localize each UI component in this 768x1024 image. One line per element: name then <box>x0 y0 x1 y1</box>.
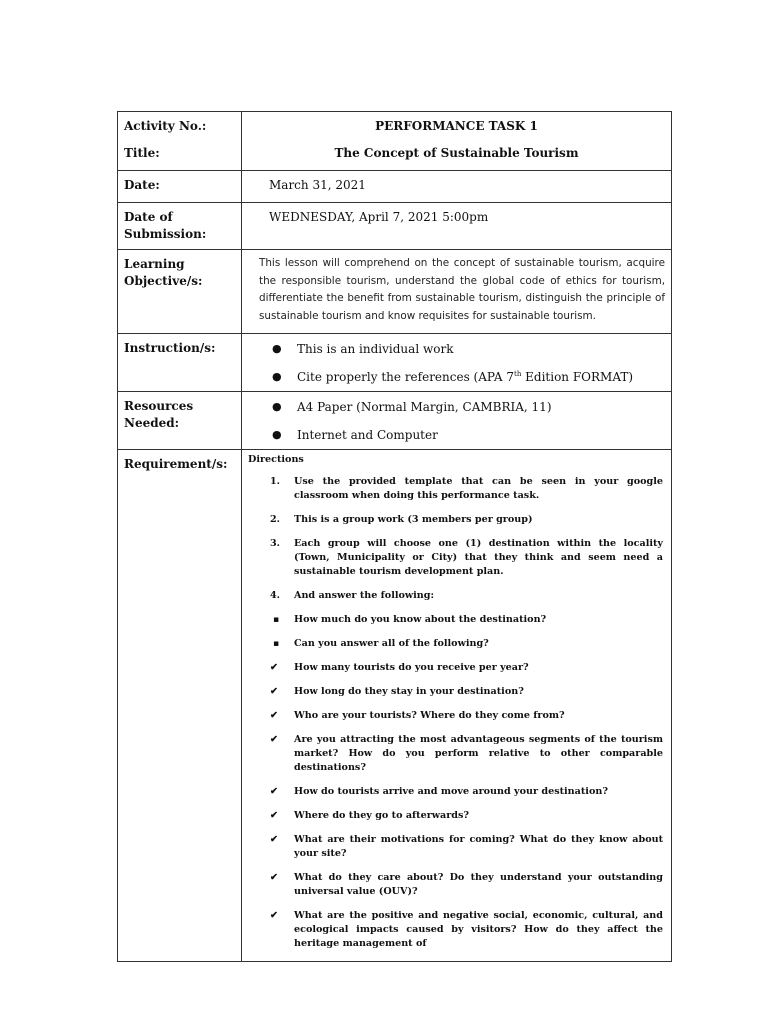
list-item: ● A4 Paper (Normal Margin, CAMBRIA, 11) <box>272 400 552 414</box>
step-number: 1. <box>270 476 281 487</box>
step-text: Can you answer all of the following? <box>294 638 489 649</box>
list-item <box>248 709 663 723</box>
checkmark-icon: ✔ <box>270 686 279 697</box>
activity-title-labels <box>118 112 242 171</box>
directions-heading: Directions <box>248 454 304 465</box>
resources-label-cell <box>118 392 242 450</box>
activity-title-row <box>118 112 672 171</box>
submission-value: WEDNESDAY, April 7, 2021 5:00pm <box>242 203 672 250</box>
step-number: 2. <box>270 514 281 525</box>
objective-row <box>118 250 672 334</box>
date-row <box>118 171 672 203</box>
checkmark-icon: ✔ <box>270 786 279 797</box>
instructions-label: Instruction/s: <box>124 341 216 355</box>
list-item <box>248 537 663 579</box>
instructions-row <box>118 334 672 392</box>
list-item <box>248 785 663 799</box>
list-item <box>248 637 663 651</box>
step-text: And answer the following: <box>294 590 435 601</box>
list-item <box>248 513 663 527</box>
requirements-row <box>118 450 672 962</box>
submission-label-cell <box>118 203 242 250</box>
checkmark-icon: ✔ <box>270 910 279 921</box>
step-text: How many tourists do you receive per year? <box>294 662 529 673</box>
list-item <box>248 613 663 627</box>
checkmark-icon: ✔ <box>270 834 279 845</box>
list-item <box>248 733 663 775</box>
title-label: Title: <box>124 146 160 160</box>
step-text: What are their motivations for coming? What do they know about your site? <box>294 834 663 859</box>
date-value: March 31, 2021 <box>242 171 672 203</box>
checkmark-icon: ✔ <box>270 710 279 721</box>
date-label-cell <box>118 171 242 203</box>
activity-label: Activity No.: <box>124 119 207 133</box>
checkmark-icon: ✔ <box>270 662 279 673</box>
checkmark-icon: ✔ <box>270 810 279 821</box>
list-item <box>248 685 663 699</box>
step-text: Are you attracting the most advantageous segments of the tourism market? How do you perform relative to other comparable destinations? <box>294 734 663 773</box>
checkmark-icon: ✔ <box>270 872 279 883</box>
resources-label: Resources Needed: <box>124 399 194 430</box>
step-text: This is a group work (3 members per group) <box>294 514 533 525</box>
resources-list <box>242 392 671 449</box>
list-item <box>248 475 663 503</box>
objective-label-1: Learning <box>124 257 185 271</box>
activity-value: PERFORMANCE TASK 1 <box>375 119 538 133</box>
step-text: What do they care about? Do they understand your outstanding universal value (OUV)? <box>294 872 663 897</box>
step-text: Where do they go to afterwards? <box>294 810 470 821</box>
bullet-icon: ● <box>272 370 282 383</box>
objective-label-cell <box>118 250 242 334</box>
list-item <box>248 661 663 675</box>
objective-label-2: Objective/s: <box>124 274 203 288</box>
list-item: ● This is an individual work <box>272 342 454 356</box>
list-item: ● Internet and Computer <box>272 428 438 442</box>
date-label: Date: <box>124 178 160 192</box>
submission-label-2: Submission: <box>124 227 207 241</box>
resources-list-cell <box>242 392 672 450</box>
step-number: 4. <box>270 590 281 601</box>
step-text: How much do you know about the destination? <box>294 614 547 625</box>
instructions-label-cell <box>118 334 242 392</box>
instructions-list-cell <box>242 334 672 392</box>
list-item <box>248 909 663 951</box>
title-value: The Concept of Sustainable Tourism <box>334 146 579 160</box>
step-number: 3. <box>270 538 281 549</box>
list-item <box>248 871 663 899</box>
requirements-label: Requirement/s: <box>124 457 228 471</box>
checkmark-icon: ✔ <box>270 734 279 745</box>
step-text: How do tourists arrive and move around your destination? <box>294 786 608 797</box>
list-item: ● Cite properly the references (APA 7th Edition FORMAT) <box>272 370 634 384</box>
step-text: Use the provided template that can be seen in your google classroom when doing this performance task. <box>294 476 663 501</box>
list-item <box>248 833 663 861</box>
bullet-icon: ● <box>272 400 282 413</box>
step-text: Each group will choose one (1) destination within the locality (Town, Municipality or City) that they think and seem need a sustainable tourism development plan. <box>294 538 663 577</box>
activity-title-values <box>242 112 672 171</box>
square-bullet-icon: ▪ <box>273 639 280 649</box>
step-text: Who are your tourists? Where do they come from? <box>294 710 565 721</box>
performance-task-table <box>117 111 672 962</box>
directions-list <box>248 475 663 951</box>
requirements-cell <box>242 450 672 962</box>
square-bullet-icon: ▪ <box>273 615 280 625</box>
step-text: What are the positive and negative social, economic, cultural, and ecological impacts caused by visitors? How do they affect the heritage management of <box>294 910 663 949</box>
requirements-label-cell <box>118 450 242 962</box>
bullet-icon: ● <box>272 428 282 441</box>
submission-row <box>118 203 672 250</box>
step-text: How long do they stay in your destination? <box>294 686 524 697</box>
bullet-icon: ● <box>272 342 282 355</box>
instructions-list <box>242 334 671 391</box>
list-item <box>248 589 663 603</box>
objective-value: This lesson will comprehend on the concept of sustainable tourism, acquire the responsible tourism, understand the global code of ethics for tourism, differentiate the benefit from sustainable tourism, distinguish the principle of sustainable tourism and know requisites for sustainable tourism. <box>242 250 672 334</box>
submission-label-1: Date of <box>124 210 173 224</box>
list-item <box>248 809 663 823</box>
resources-row <box>118 392 672 450</box>
